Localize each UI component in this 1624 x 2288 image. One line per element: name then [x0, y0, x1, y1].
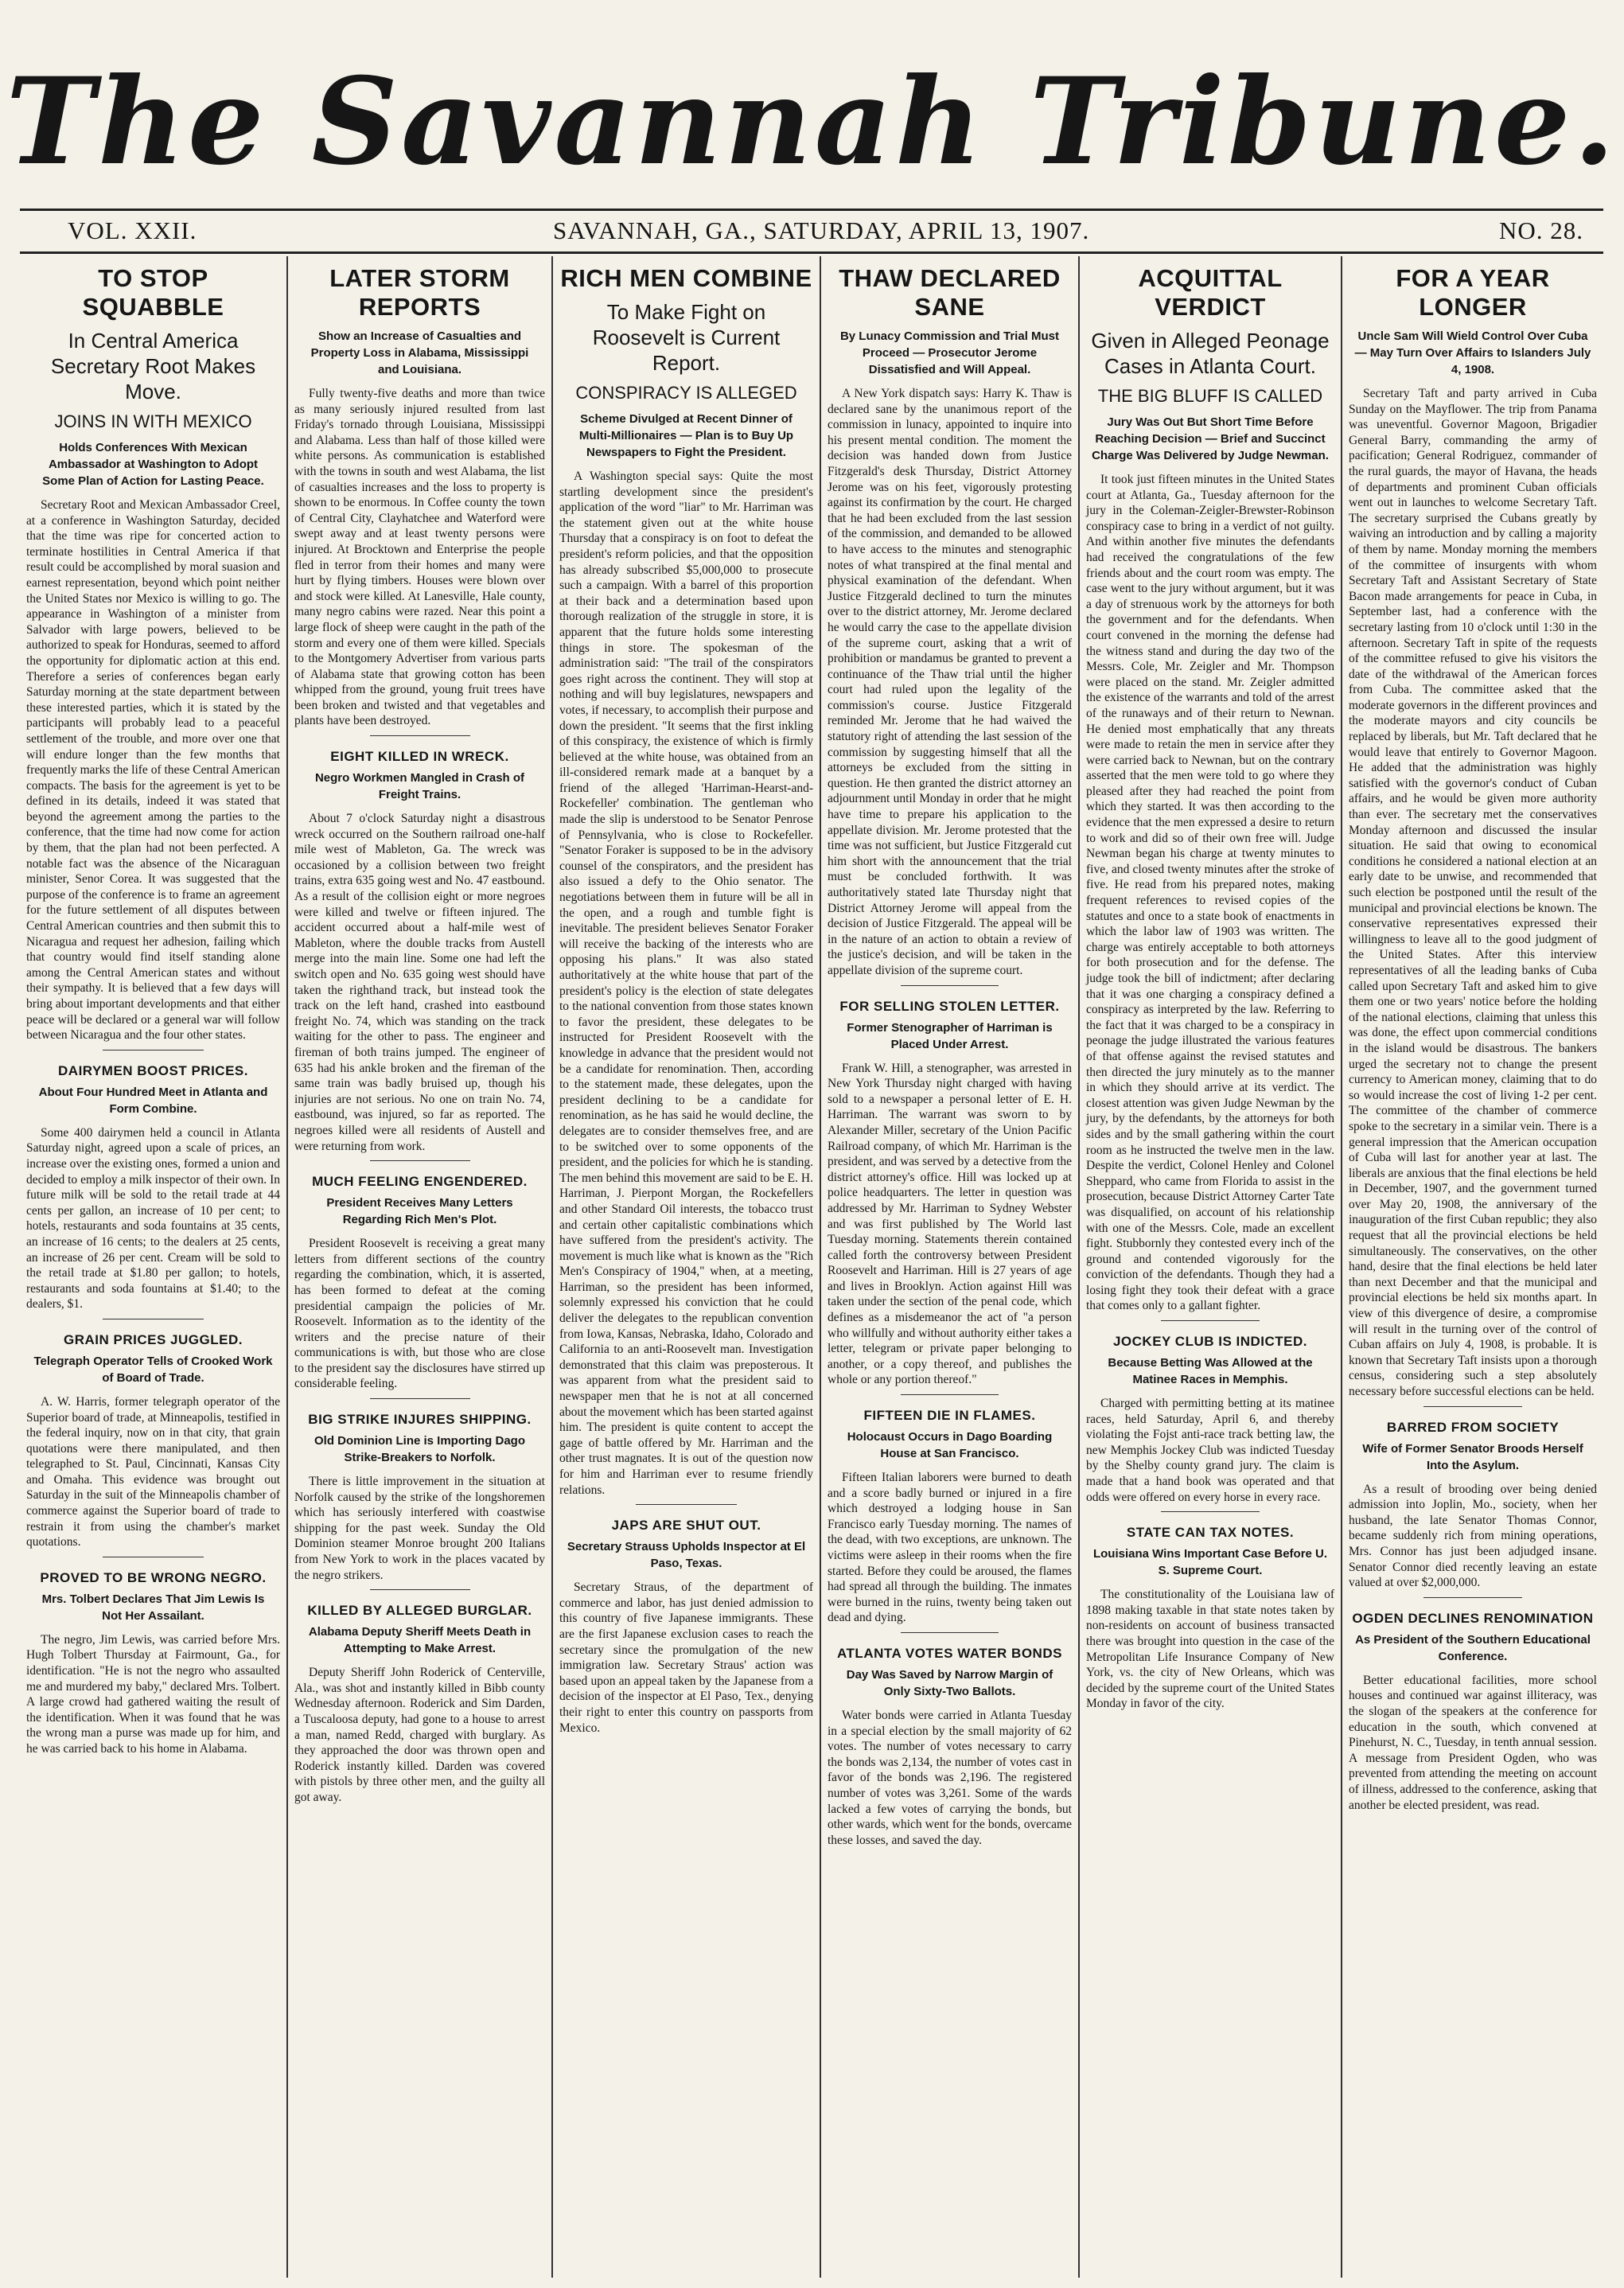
article — [828, 1394, 1072, 1626]
article-headline: MUCH FEELING ENGENDERED. — [312, 1174, 528, 1190]
article-deck: Day Was Saved by Narrow Margin of Only Sixty-Two Ballots. — [846, 1667, 1053, 1698]
article-body: Deputy Sheriff John Roderick of Centerville, Ala., was shot and instantly killed in Bibb county Wednesday afternoon. Roderick and Sim Darden, a Tuscaloosa deputy, had gone to a house to arrest a man, named Redd, charged with burglary. As they approached the door was thrown open and Roderick instantly killed. Darden was covered with pistols by three other men, and the guilty all got away. — [294, 1666, 545, 1804]
article-divider — [1423, 1597, 1523, 1598]
article-subhead: THE BIG BLUFF IS CALLED — [1097, 386, 1323, 406]
article-deck: Telegraph Operator Tells of Crooked Work of Board of Trade. — [33, 1354, 273, 1385]
masthead-rule-top — [20, 209, 1603, 211]
article — [1349, 264, 1597, 1400]
article-body: Better educational facilities, more school houses and continued war against illiteracy, was the slogan of the speakers at the conference for education in the south, which convened at Pinehurst, N. C., Tuesday, in tenth annual session. A message from President Ogden, who was prevented from attending the meeting on account of illness, addressed to the conference, asking that another be elected president, was read. — [1349, 1673, 1597, 1812]
article-headline: STATE CAN TAX NOTES. — [1126, 1525, 1295, 1541]
column-3 — [551, 256, 820, 2278]
article-divider — [901, 985, 999, 986]
article-body: A. W. Harris, former telegraph operator of the Superior board of trade, at Minneapolis, testified in the federal inquiry, now on in that city, that grain quotations were there manipulated, and then telegraphed to St. Paul, Cincinnati, Kansas City and Omaha. This evidence was brought out Saturday in the suit of the Minneapolis chamber of commerce against the Superior board of trade to restrain it from using the chamber's market quotations. — [26, 1394, 280, 1549]
article-deck: Uncle Sam Will Wield Control Over Cuba — May Turn Over Affairs to Islanders July 4, 1908. — [1354, 329, 1591, 376]
article-headline: JOCKEY CLUB IS INDICTED. — [1112, 1334, 1308, 1350]
article-headline: BIG STRIKE INJURES SHIPPING. — [308, 1412, 532, 1428]
article — [828, 985, 1072, 1388]
article-body: The negro, Jim Lewis, was carried before Mrs. Hugh Tolbert Thursday at Fairmount, Ga., for identification. "He is not the negro who assaulted me and murdered my baby," declared Mrs. Tolbert. A large crowd had gathered waiting the result of the identification. When it was found that he was the wrong man a purse was made up for him, and he was carried back to his home in Alabama. — [26, 1632, 280, 1756]
article-body: About 7 o'clock Saturday night a disastrous wreck occurred on the Southern railroad one-half mile west of Mableton, Ga. The wreck was occasioned by a collision between two freight trains, extra 635 going west and No. 47 eastbound. As a result of the collision eight or more negroes were killed and twelve or fifteen injured. The accident occurred about a half-mile west of Mableton, where the double tracks from Austell merge into the main line. Some one had left the switch open and No. 635 going west should have taken the righthand track, but instead took the track on the left hand, crashed into eastbound freight No. 74, which was standing on the track waiting for the other to pass. The engineer and fireman of both trains jumped. The engineer of 635 had his ankle broken and the fireman of the same train was badly bruised up, though his injuries are not serious. No one on train No. 74, eastbound, was injured, so far as reported. The negroes killed were all residents of Austell and were returning from work. — [294, 812, 545, 1153]
article-headline: ATLANTA VOTES WATER BONDS — [837, 1645, 1062, 1661]
article-columns — [20, 256, 1603, 2278]
article-divider — [370, 1160, 470, 1161]
article-divider — [901, 1394, 999, 1395]
article-deck: By Lunacy Commission and Trial Must Proceed — Prosecutor Jerome Dissatisfied and Will Appeal. — [839, 329, 1060, 376]
article — [26, 264, 280, 1043]
article-deck: Louisiana Wins Important Case Before U. S. Supreme Court. — [1092, 1547, 1328, 1578]
article-headline: JAPS ARE SHUT OUT. — [611, 1518, 761, 1534]
article-headline: FOR A YEAR LONGER — [1396, 264, 1550, 321]
article-divider — [370, 735, 470, 736]
article — [559, 1504, 813, 1736]
article-headline: ACQUITTAL VERDICT — [1138, 264, 1283, 321]
article — [828, 1632, 1072, 1848]
column-5 — [1078, 256, 1341, 2278]
article-subhead: Given in Alleged Peonage Cases in Atlanta Court. — [1091, 329, 1330, 378]
article-deck: Secretary Strauss Upholds Inspector at El Paso, Texas. — [567, 1540, 806, 1571]
column-2 — [286, 256, 551, 2278]
article — [294, 735, 545, 1154]
article-headline: KILLED BY ALLEGED BURGLAR. — [307, 1603, 532, 1619]
article-divider — [370, 1589, 470, 1590]
article-deck: Holds Conferences With Mexican Ambassador at Washington to Adopt Some Plan of Action for Lasting Peace. — [42, 441, 264, 488]
article-body: Some 400 dairymen held a council in Atlanta Saturday night, agreed upon a scale of prices, an increase over the existing ones, formed a union and decided to employ a milk inspector of their own. In future milk will be sold to the retail trade at 44 cents per gallon, an increase of 10 per cent; to hotels, restaurants and soda fountains at 35 cents, an increase of 16 cents; to the dealers at 25 cents, an increase of 26 per cent. Cream will be sold to the retail trade at $1.80 per gallon; to hotels, restaurants and soda fountains at $1.40; to the dealers, $1. — [26, 1125, 280, 1312]
article-deck: Wife of Former Senator Broods Herself Into the Asylum. — [1362, 1441, 1583, 1472]
article-deck: Jury Was Out But Short Time Before Reaching Decision — Brief and Succinct Charge Was Delivered by Judge Newman. — [1092, 415, 1329, 462]
article-body: A Washington special says: Quite the most startling development since the president's application of the word "liar" to Mr. Harriman was the statement given out at the white house Thursday that a conspiracy is on foot to defeat the president's reform policies, and that the opposition has already subscribed $5,000,000 to prosecute such a campaign. With a barrel of this proportion at their back and a determination based upon thorough realization of the struggle in store, it is apparent that the future holds some interesting things in store. The spokesman of the administration said: "The trail of the conspirators goes right across the continent. They will stop at nothing and will buy legislatures, newspapers and votes, if necessary, to accomplish their purpose and down the president. "It seems that the first inkling of this conspiracy, the existence of which is firmly believed at the white house, was obtained from an ill-considered remark made at a banquet by a friend of the alleged 'Harriman-Hearst-and-Rockefeller' combination. The gentleman who made the slip is understood to be Senator Penrose of Pennsylvania, who is close to Rockefeller. "Senator Foraker is supposed to be in the advisory counsel of the conspirators, and the president has also issued a defy to the Ohio senator. The negotiations between them in future will be all in the open, and a rough and tumble fight is inevitable. The president believes Senator Foraker will receive the backing of the interests who are opposing his plans." It was also stated authoritatively at the white house that part of the president's policy is the election of state delegates to the national convention from those states known to favor the president, these delegates to be instructed for President Roosevelt with the knowledge in advance that the president would not be a candidate for renomination. Then, according to the statement made, these delegates, upon the president declining to be a candidate for renomination, as he has said he would decline, the delegates are to consider themselves free, and are to be switched over to some opponents of the president, and the policies for which he is standing. The men behind this movement are said to be E. H. Harriman, J. Pierpont Morgan, the Rockefellers and other Standard Oil interests, the tobacco trust and certain other capitalistic combinations which have suffered from the president's activity. The movement is much like what is known as the "Rich Men's Conspiracy of 1904," when, at a meeting, Harriman, so the president has been informed, solemnly expressed his conviction that he could deliver the delegates to the republican convention from Iowa, Kansas, Nebraska, Idaho, Colorado and California to an anti-Roosevelt man. Investigation demonstrated that this claim was preposterous. It was apparent from what the president said to newspaper men that he is not at all concerned about the movement which has been started against him. The president is quite content to accept the gage of battle offered by Mr. Harriman and the other trust magnates. It is out of the question now for him and Harriman ever to resume friendly relations. — [559, 470, 813, 1497]
article-divider — [1161, 1511, 1260, 1512]
article-deck: Because Betting Was Allowed at the Matinee Races in Memphis. — [1108, 1356, 1313, 1387]
article-headline: TO STOP SQUABBLE — [82, 264, 224, 321]
dateline-bar — [20, 213, 1603, 251]
article-divider — [1423, 1406, 1523, 1407]
column-4 — [820, 256, 1078, 2278]
article-subhead: CONSPIRACY IS ALLEGED — [575, 383, 797, 403]
article — [1349, 1597, 1597, 1813]
article-subhead: In Central America Secretary Root Makes Move. — [50, 329, 256, 403]
article-headline: GRAIN PRICES JUGGLED. — [64, 1331, 243, 1347]
column-1 — [20, 256, 286, 2278]
article-deck: Alabama Deputy Sheriff Meets Death in Attempting to Make Arrest. — [308, 1625, 532, 1656]
article-body: Water bonds were carried in Atlanta Tuesday in a special election by the small majority of 62 votes. The number of votes necessary to carry the bonds was 2,134, the number of votes cast in favor of the bonds was 2,196. The registered number of votes was 3,261. Some of the wards lacked a few votes of carrying the bonds, but other wards, which went for the bonds, overcame these losses, and saved the day. — [828, 1708, 1072, 1847]
article-deck: Old Dominion Line is Importing Dago Strike-Breakers to Norfolk. — [314, 1434, 525, 1465]
article-deck: About Four Hundred Meet in Atlanta and Form Combine. — [38, 1085, 268, 1116]
article-divider — [901, 1632, 999, 1633]
dateline: SAVANNAH, GA., SATURDAY, APRIL 13, 1907. — [553, 216, 1090, 244]
article-deck: Scheme Divulged at Recent Dinner of Multi-Millionaires — Plan is to Buy Up Newspapers to Fight the President. — [578, 412, 794, 459]
article-body: It took just fifteen minutes in the United States court at Atlanta, Ga., Tuesday afternoon for the jury in the Coleman-Zeigler-Brewster-Robinson conspiracy case to bring in a verdict of not guilty. And within another five minutes the defendants had received the congratulations of the few friends about and the court room was empty. The case went to the jury without argument, but it was a day of strenuous work by the attorneys for both the government and for the defendants. When court convened in the morning the defense had the witness stand and during the day two of the Messrs. Cole, Mr. Zeigler and Mr. Thompson were placed on the stand. Mr. Zeigler admitted the existence of the warrants and told of the arrest of the runaways and of their return to Newnan. He denied most emphatically that any threats were made to retain the men in service after they were carried back to Newnan, but on the contrary asserted that the men were told to go where they pleased after they had reached the point from which they started. It was then according to the evidence that the men expressed a desire to return to work and did so of their own free will. Judge Newman began his charge at twenty minutes to five, and closed twenty minutes after the stroke of five. He read from his prepared notes, making frequent references to revised copies of the statutes and once to a state book of enactments in which the labor law of 1903 was written. The charge was entirely acceptable to both attorneys for both prosecution and for the defense. The judge took the bill of indictment; after declaring that it was one charging a conspiracy defined a conspiracy as interpreted by the law. Referring to the fact that it was charged to be a conspiracy in peonage the judge illustrated the various features of that offense against the revised statutes and then directed the jury minutely as to the manner in which they should arrive at its verdict. The closest attention was given Judge Newman by the jury, by the defendants, by the attorneys for both sides and by the small gathering within the court room as he instructed the twelve men in the law. Despite the verdict, Colonel Henley and Colonel Sheppard, who came from Florida to assist in the prosecution, because District Attorney Carter Tate was disqualified, on account of his relationship with one of the Messrs. Cole, made an excellent fight. Stubbornly they contested every inch of the ground and contended vigorously for the conviction of the defendants. Though they had a losing fight they took their defeat with a grace that comes only to a gallant fighter. — [1086, 473, 1334, 1313]
article — [294, 1398, 545, 1583]
article-body: As a result of brooding over being denied admission into Joplin, Mo., society, when her husband, the late Senator Thomas Connor, became suddenly rich from mining operations, Mrs. Connor has just been adjudged insane. Senator Connor died recently leaving an estate valued at over $2,000,000. — [1349, 1482, 1597, 1590]
article — [26, 1557, 280, 1757]
article — [1086, 1511, 1334, 1712]
article-body: Secretary Taft and party arrived in Cuba Sunday on the Mayflower. The trip from Panama was uneventful. Governor Magoon, Brigadier General Barry, commanding the army of pacification; General Rodriguez, commander of the rural guards, the mayor of Havana, the heads of departments and prominent Cuban officials went out in launches to welcome Secretary Taft. The secretary surprised the Cubans greatly by waiving an introduction and by calling a majority of them by name. Monday morning the members of the committee of insurgents with whom Secretary Taft and Assistant Secretary of State Bacon made arrangements for peace in Cuba, in September last, had a conference with the secretary lasting from 10 o'clock until 1:30 in the afternoon. Secretary Taft in spite of the requests of the committee refused to give his visitors the date of the withdrawal of the American forces from Cuba. The committee asked that the moderate governors in the different provinces and the moderate mayors and city councils be replaced by liberals, but Mr. Taft declared that he would leave that entirely to Governor Magoon. He added that the administration was highly satisfied with the governor's conduct of Cuban affairs, and he would be given more authority than ever. The secretary met the conservatives Monday afternoon and discussed the insular situation. He said that owing to economical conditions he considered a national election at an early date to be unwise, and recommended that such election be postponed until the result of the municipal and provincial elections be known. The conservative representatives expressed their willingness to leave all to the good judgment of the United States. After this interview representatives of all the leading banks of Cuba called upon Secretary Taft and asked him to give them one or two years' notice before the holding of the national elections, claiming that unless this was done, the effect upon commercial conditions in the island would be disastrous. The bankers urged the secretary not to change the present currency to American money, claiming that to do so would increase the cost of living 1-2 per cent. The committee of the chamber of commerce spoke to the secretary in a similar vein. There is a general impression that the American occupation of Cuba will last for another year at last. The liberals are anxious that the final elections be held in December, 1907, and the government turned over May 20, 1908, the anniversary of the inauguration of the first Cuban republic; they also request that all the provincial elections be held simultaneously. The conservatives, on the other hand, desire that the final elections be held later than next December and that the municipal and provincial elections be held six months apart. In view of this divergence of desire, a compromise will result in the turning over of the control of Cuban affairs on July 4, 1908, is probable. It is known that Secretary Taft insists upon a thorough census, considering such a step absolutely necessary before successful elections can be held. — [1349, 387, 1597, 1398]
article-deck: President Receives Many Letters Regarding Rich Men's Plot. — [326, 1196, 513, 1227]
article-body: A New York dispatch says: Harry K. Thaw is declared sane by the unanimous report of the commission in lunacy, appointed to inquire into his present mental condition. The moment the decision was handed down from Justice Fitzgerald's desk Thursday, District Attorney Jerome was on his feet, vigorously protesting against its confirmation by the court. He charged that he had been excluded from the last session of the commission, and demanded to be allowed to have access to the minutes and stenographic notes of what transpired at the final mental and physical examination of the defendant. When Justice Fitzgerald declined to turn the minutes over to the district attorney, Mr. Jerome declared he would carry the case to the appellate division of the supreme court, asking that a writ of prohibition or mandamus be granted to prevent a continuance of the Thaw trial until the higher court had ruled upon the legality of the commission's course. Justice Fitzgerald reminded Mr. Jerome that he had waived the statutory right of attending the last session of the commission by suggesting himself that all the attorneys be excluded from the sitting in question. He then granted the district attorney an adjournment until Monday in order that he might have time to prepare his application to the appellate division. Mr. Jerome protested that the time was not sufficient, but Justice Fitzgerald cut him short with the announcement that the trial must be concluded forthwith. It was authoritatively stated late Thursday night that District Attorney Jerome will appeal from the decision of Justice Fitzgerald. The appeal will be in the nature of an action to obtain a review of the justice's decision, and will be taken in the appellate division of the supreme court. — [828, 387, 1072, 977]
article-headline: FIFTEEN DIE IN FLAMES. — [863, 1408, 1036, 1424]
article — [1086, 264, 1334, 1314]
article — [828, 264, 1072, 979]
article-body: Secretary Root and Mexican Ambassador Creel, at a conference in Washington Saturday, decided that the time was ripe for concerted action to terminate hostilities in Central America if that result could be accomplished by moral suasion and earnest representation, beyond which point neither the United States nor Mexico is willing to go. The appearance in Washington of a minister from Salvador with large powers, believed to be authorized to speak for Honduras, seemed to afford the opportunity for diplomatic action at this end. Therefore a series of conferences began early Saturday morning at the state department between these interested parties, which it is stated by the participants will probably lead to a peaceful settlement of the trouble, and more over one that will endure longer than the few months that frequently marks the life of these Central American compacts. The basis for the agreement is yet to be defined in its details, indeed it was stated that beyond the agreement among the parties to the conference, that the time had now come for action by them, that the plan had not been perfected. A notable fact was the absence of the Nicaraguan minister, Senor Corea. It was suggested that the purpose of the conference is to frame an agreement for the future settlement of all disputes between Central American countries and then submit this to Nicaragua and request her adhesion, failing which that country would find itself standing alone among the Central American states and without their sympathy. It is believed that a few days will bring about important developments and that either peace will be declared or a general war will follow between Nicaragua and the four other states. — [26, 498, 280, 1043]
article-headline: FOR SELLING STOLEN LETTER. — [839, 998, 1060, 1014]
article-headline: PROVED TO BE WRONG NEGRO. — [40, 1569, 267, 1585]
article-body: Fully twenty-five deaths and more than twice as many seriously injured resulted from last Friday's tornado through Louisiana, Mississippi and Alabama. Less than half of those killed were white persons. As communication is established with the towns in south and west Alabama, the list of casualties increases and the loss to property is shown to be enormous. In Coffee county the town of Central City, Clayhatchee and Waterford were swept away and at least twenty persons were injured. At Brocktown and Enterprise the people fled in terror from their homes and many were hurt by flying timbers. Houses were blown over and stock were killed. At Lanesville, Hale county, many negro cabins were razed. Near this point a large flock of sheep were caught in the path of the storm and every one of them were killed. Specials to the Montgomery Advertiser from various parts of Alabama state that growing cotton has been whipped from the ground, young fruit trees have been broken and twisted and that vegetables and plants have been destroyed. — [294, 387, 545, 728]
issue-number: NO. 28. — [1498, 216, 1583, 244]
article-body: Secretary Straus, of the department of commerce and labor, has just denied admission to this country of five Japanese immigrants. These are the first Japanese exclusion cases to reach the secretary since the promulgation of the new immigration law. Secretary Straus' action was based upon an appeal taken by the Japanese from a decision of the inspector at El Paso, Tex., denying their right to enter this country on passports from Mexico. — [559, 1581, 813, 1735]
article-deck: Former Stenographer of Harriman is Placed Under Arrest. — [847, 1020, 1053, 1051]
article — [26, 1319, 280, 1550]
article-deck: Mrs. Tolbert Declares That Jim Lewis Is Not Her Assailant. — [41, 1592, 265, 1623]
article-headline: THAW DECLARED SANE — [839, 264, 1061, 321]
article-body: Frank W. Hill, a stenographer, was arrested in New York Thursday night charged with having sold to a newspaper a personal letter of E. H. Harriman. The warrant was sworn to by Alexander Miller, secretary of the Union Pacific Railroad company, of which Mr. Harriman is the president, and was served by a detective from the district attorney's office. Hill was locked up at police headquarters. The letter in question was addressed by Mr. Harriman to Sydney Webster and was first published by The World last Tuesday morning. Statements therein contained called forth the controversy between President Roosevelt and Harriman. Hill is 27 years of age and lives in Brooklyn. Action against Hill was taken under the section of the penal code, which defines as a misdemeanor the act of "a person who willfully and without authority either takes a letter, telegram or private paper belonging to another, or a copy thereof, and publishes the whole or any portion thereof." — [828, 1061, 1072, 1387]
article — [1349, 1406, 1597, 1591]
article-subhead: JOINS IN WITH MEXICO — [54, 411, 252, 431]
article-deck: As President of the Southern Educational Conference. — [1355, 1632, 1591, 1663]
article-headline: OGDEN DECLINES RENOMINATION — [1352, 1610, 1594, 1626]
article — [559, 264, 813, 1498]
newspaper-title: The Savannah Tribune. — [6, 52, 1618, 192]
article-body: The constitutionality of the Louisiana law of 1898 making taxable in that state notes taken by non-residents on account of business transacted there was brought into question in the case of the Metropolitan Life Insurance Company of New York, vs. the city of New Orleans, which was decided by the supreme court of the United States Monday in favor of the city. — [1086, 1588, 1334, 1711]
column-6 — [1341, 256, 1603, 2278]
masthead-rule-bottom — [20, 251, 1603, 254]
article — [294, 264, 545, 729]
article-divider — [1161, 1320, 1260, 1321]
article-divider — [636, 1504, 738, 1505]
article-body: There is little improvement in the situation at Norfolk caused by the strike of the longshoremen which has seriously interfered with coastwise shipping for the past week. Sunday the Old Dominion steamer Monroe brought 200 Italians from New York to work in the places vacated by the negro strikers. — [294, 1475, 545, 1582]
volume-number: VOL. XXII. — [68, 216, 197, 244]
article-headline: DAIRYMEN BOOST PRICES. — [58, 1062, 248, 1078]
article-headline: RICH MEN COMBINE — [560, 264, 812, 292]
article — [294, 1160, 545, 1392]
article — [1086, 1320, 1334, 1505]
article-deck: Holocaust Occurs in Dago Boarding House at San Francisco. — [847, 1430, 1053, 1461]
masthead — [0, 0, 1624, 209]
article-body: Fifteen Italian laborers were burned to death and a score badly burned or injured in a fire which destroyed a lodging house in San Francisco early Tuesday morning. The names of the dead, with two exceptions, are unknown. The victims were asleep in their rooms when the fire started. Before they could be aroused, the flames had spread all through the building. The inmates were burned in the ruins, twenty being taken out dead and dying. — [828, 1471, 1072, 1625]
article-body: Charged with permitting betting at its matinee races, held Saturday, April 6, and thereby violating the Fojst anti-race track betting law, the new Memphis Jockey Club was indicted Tuesday by the Shelby county grand jury. The claim is made that a hand book was operated and that odds were offered on every horse in every race. — [1086, 1397, 1334, 1504]
article-headline: BARRED FROM SOCIETY — [1386, 1419, 1560, 1435]
article-body: President Roosevelt is receiving a great many letters from different sections of the country regarding the combination, which, it is asserted, has been formed to defeat at the coming presidential campaign the policies of Mr. Roosevelt. Information as to the identity of the writers and the precise nature of their communications is with, but those who are close to the president say the disclosures have stirred up considerable feeling. — [294, 1237, 545, 1391]
article-divider — [370, 1398, 470, 1399]
article-headline: LATER STORM REPORTS — [329, 264, 510, 321]
article — [26, 1050, 280, 1312]
article — [294, 1589, 545, 1805]
article-headline: EIGHT KILLED IN WRECK. — [330, 749, 509, 765]
article-deck: Show an Increase of Casualties and Property Loss in Alabama, Mississippi and Louisiana. — [310, 329, 529, 376]
article-subhead: To Make Fight on Roosevelt is Current Report. — [592, 300, 781, 375]
article-deck: Negro Workmen Mangled in Crash of Freight Trains. — [314, 771, 525, 802]
